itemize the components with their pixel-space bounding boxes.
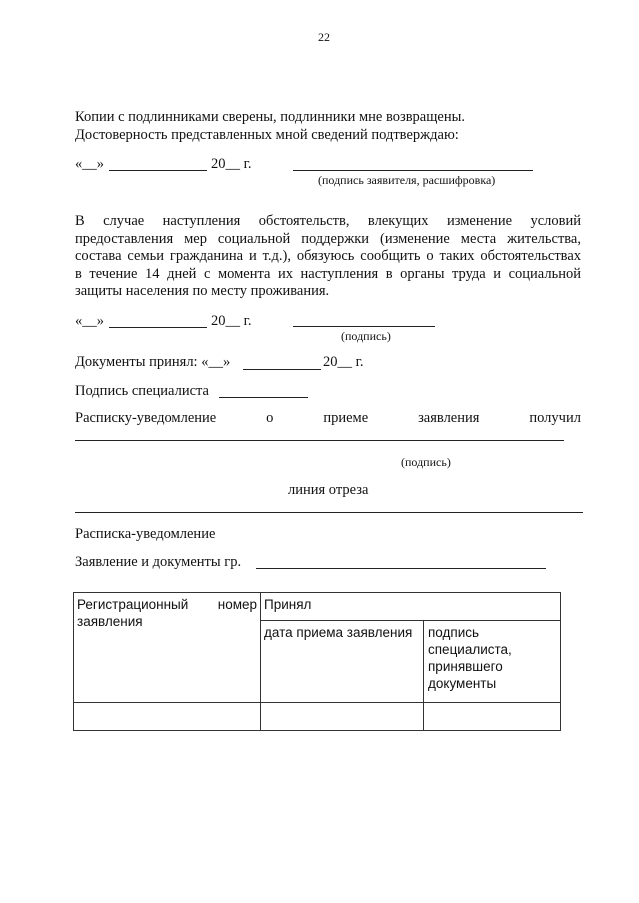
statement-name-line: [256, 568, 546, 569]
reg-number-word: Регистрационный: [77, 597, 189, 612]
notice-line: защиты населения по месту проживания.: [75, 283, 330, 299]
registration-table: [73, 592, 561, 731]
notice-line: в течение 14 дней с момента их наступления в органы труда и социальной: [75, 265, 581, 282]
notice-line: состава семьи гражданина и т.д.), обязуюсь сообщить о таких обстоятельствах: [75, 248, 581, 264]
receipt-word: приеме: [323, 410, 369, 426]
specialist-sign-line: [219, 397, 308, 398]
notice-line: предоставления мер социальной поддержки (изменение места жительства,: [75, 230, 581, 247]
receipt-title: Расписка-уведомление: [75, 526, 216, 542]
signature3-caption: (подпись): [401, 455, 451, 469]
confirm-text: Достоверность представленных мной сведений подтверждаю:: [75, 127, 459, 143]
signature1-caption: (подпись заявителя, расшифровка): [318, 173, 496, 187]
cut-line-label: линия отреза: [288, 482, 369, 498]
reg-number-word: номер: [217, 597, 257, 612]
specialist-sign-label: Подпись специалиста: [75, 383, 209, 399]
reg-number-word: заявления: [77, 614, 143, 629]
receipt-word: Расписку-уведомление: [75, 410, 217, 426]
copies-text: Копии с подлинниками сверены, подлинники мне возвращены.: [75, 109, 465, 125]
date1-day: «__»: [75, 156, 104, 172]
signature2-caption: (подпись): [341, 329, 391, 343]
docs-accepted-year: 20__ г.: [323, 354, 364, 370]
cut-line: [75, 512, 583, 513]
date1-month-line: [109, 170, 207, 171]
date1-year: 20__ г.: [211, 156, 252, 172]
page-number: 22: [318, 30, 330, 44]
docs-accepted-month-line: [243, 369, 321, 370]
receipt-word: заявления: [418, 410, 480, 426]
accept-date-header: дата приема заявления: [261, 621, 424, 703]
reg-number-header: [74, 593, 261, 703]
notice-line: В случае наступления обстоятельств, влекущих изменение условий: [75, 213, 581, 229]
date2-day: «__»: [75, 313, 104, 329]
signature2-line: [293, 326, 435, 327]
signature1-line: [293, 170, 533, 171]
receipt-word: получил: [529, 410, 581, 426]
receipt-word: о: [266, 410, 274, 426]
notice-paragraph: [75, 213, 581, 301]
receipt-received-row: [75, 409, 581, 427]
statement-label: Заявление и документы гр.: [75, 554, 242, 570]
docs-accepted-label: Документы принял: «__»: [75, 354, 231, 370]
date2-year: 20__ г.: [211, 313, 252, 329]
specialist-signature-cell[interactable]: [424, 703, 561, 731]
receipt-received-line: [75, 440, 564, 441]
date2-month-line: [109, 327, 207, 328]
specialist-signature-header: подпись специалиста, принявшего документы: [424, 621, 561, 703]
reg-number-cell[interactable]: [74, 703, 261, 731]
accept-date-cell[interactable]: [261, 703, 424, 731]
accepted-header: Принял: [261, 593, 561, 621]
